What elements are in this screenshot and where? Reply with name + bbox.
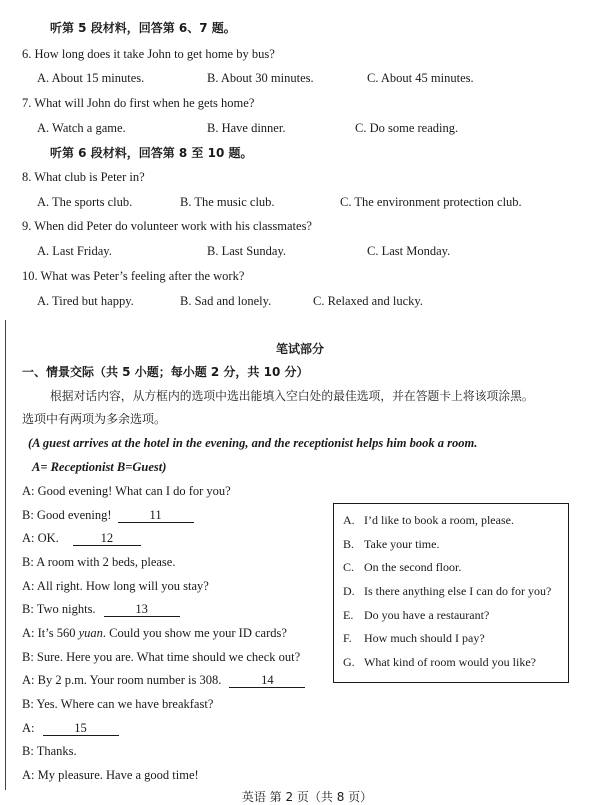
dialogue-line-4 [22, 554, 175, 570]
currency-word: yuan [78, 626, 103, 640]
option-letter: G. [343, 655, 355, 669]
q8-option-c: C. The environment protection club. [340, 195, 522, 209]
written-section-title: 笔试部分 [276, 342, 325, 356]
option-text: Is there anything else I can do for you? [364, 584, 552, 598]
question-10: 10. What was Peter’s feeling after the work? [22, 269, 245, 283]
dialogue-text: B: Yes. Where can we have breakfast? [22, 697, 214, 711]
option-f [343, 630, 485, 646]
q10-option-b: B. Sad and lonely. [180, 294, 272, 308]
margin-divider [5, 320, 6, 790]
dialogue-text: B: Thanks. [22, 744, 77, 758]
dialogue-text: A: All right. How long will you stay? [22, 579, 209, 593]
dialogue-text: A: OK. [22, 531, 59, 545]
option-e [343, 607, 489, 623]
dialogue-line-10 [22, 696, 213, 712]
roles-description: A= Receptionist B=Guest) [32, 460, 167, 474]
option-text: I’d like to book a room, please. [364, 513, 514, 527]
option-d [343, 583, 551, 599]
dialogue-text: A: Good evening! What can I do for you? [22, 484, 231, 498]
question-8: 8. What club is Peter in? [22, 170, 145, 184]
q9-option-b: B. Last Sunday. [207, 244, 287, 258]
instructions-line-1: 根据对话内容，从方框内的选项中选出能填入空白处的最佳选项，并在答题卡上将该项涂黑。 [50, 389, 534, 403]
q7-option-c: C. Do some reading. [355, 121, 459, 135]
option-letter: E. [343, 608, 354, 622]
option-text: How much should I pay? [364, 631, 485, 645]
option-text: Take your time. [364, 537, 440, 551]
dialogue-text: B: Good evening! [22, 508, 112, 522]
option-b [343, 536, 439, 552]
dialogue-line-8 [22, 649, 300, 665]
q10-option-c: C. Relaxed and lucky. [313, 294, 423, 308]
q6-option-a: A. About 15 minutes. [37, 71, 145, 85]
dialogue-text: B: A room with 2 beds, please. [22, 555, 176, 569]
dialogue-line-6 [22, 601, 180, 617]
option-letter: D. [343, 584, 355, 598]
dialogue-text: A: My pleasure. Have a good time! [22, 768, 199, 782]
options-box [333, 503, 569, 683]
dialogue-line-3 [22, 530, 141, 546]
option-letter: F. [343, 631, 352, 645]
dialogue-text: B: Two nights. [22, 602, 96, 616]
q6-option-c: C. About 45 minutes. [367, 71, 474, 85]
option-g [343, 654, 536, 670]
dialogue-line-2 [22, 507, 194, 523]
section6-header: 听第 6 段材料，回答第 8 至 10 题。 [50, 146, 253, 160]
dialogue-line-7 [22, 625, 287, 641]
option-letter: C. [343, 560, 355, 574]
dialogue-line-12 [22, 743, 77, 759]
option-a [343, 512, 514, 528]
q6-option-b: B. About 30 minutes. [207, 71, 314, 85]
dialogue-text: A: It’s 560 [22, 626, 79, 640]
q8-option-a: A. The sports club. [37, 195, 133, 209]
dialogue-text: . Could you show me your ID cards? [102, 626, 287, 640]
answer-blank-12: 12 [73, 532, 141, 546]
q8-option-b: B. The music club. [180, 195, 275, 209]
q9-option-c: C. Last Monday. [367, 244, 451, 258]
dialogue-line-13 [22, 767, 199, 783]
option-text: Do you have a restaurant? [364, 608, 490, 622]
q7-option-b: B. Have dinner. [207, 121, 286, 135]
dialogue-line-1 [22, 483, 231, 499]
dialogue-line-9 [22, 672, 305, 688]
question-6: 6. How long does it take John to get home by bus? [22, 47, 275, 61]
section5-header: 听第 5 段材料，回答第 6、7 题。 [50, 21, 236, 35]
answer-blank-14: 14 [229, 674, 305, 688]
answer-blank-15: 15 [43, 722, 119, 736]
dialogue-text: A: By 2 p.m. Your room number is 308. [22, 673, 222, 687]
dialogue-text: B: Sure. Here you are. What time should we check out? [22, 650, 301, 664]
answer-blank-11: 11 [118, 509, 194, 523]
option-letter: A. [343, 513, 355, 527]
q9-option-a: A. Last Friday. [37, 244, 112, 258]
question-9: 9. When did Peter do volunteer work with his classmates? [22, 219, 312, 233]
dialogue-text: A: [22, 721, 35, 735]
option-text: On the second floor. [364, 560, 462, 574]
page-footer: 英语 第 2 页（共 8 页） [241, 790, 373, 804]
scenario-description: (A guest arrives at the hotel in the evening, and the receptionist helps him book a room. [28, 436, 478, 450]
dialogue-line-11 [22, 720, 119, 736]
q10-option-a: A. Tired but happy. [37, 294, 134, 308]
option-c [343, 559, 461, 575]
option-text: What kind of room would you like? [364, 655, 536, 669]
instructions-line-2: 选项中有两项为多余选项。 [22, 412, 167, 426]
part1-title: 一、情景交际（共 5 小题；每小题 2 分，共 10 分） [22, 365, 309, 379]
q7-option-a: A. Watch a game. [37, 121, 126, 135]
dialogue-line-5 [22, 578, 209, 594]
option-letter: B. [343, 537, 355, 551]
question-7: 7. What will John do first when he gets home? [22, 96, 255, 110]
answer-blank-13: 13 [104, 603, 180, 617]
